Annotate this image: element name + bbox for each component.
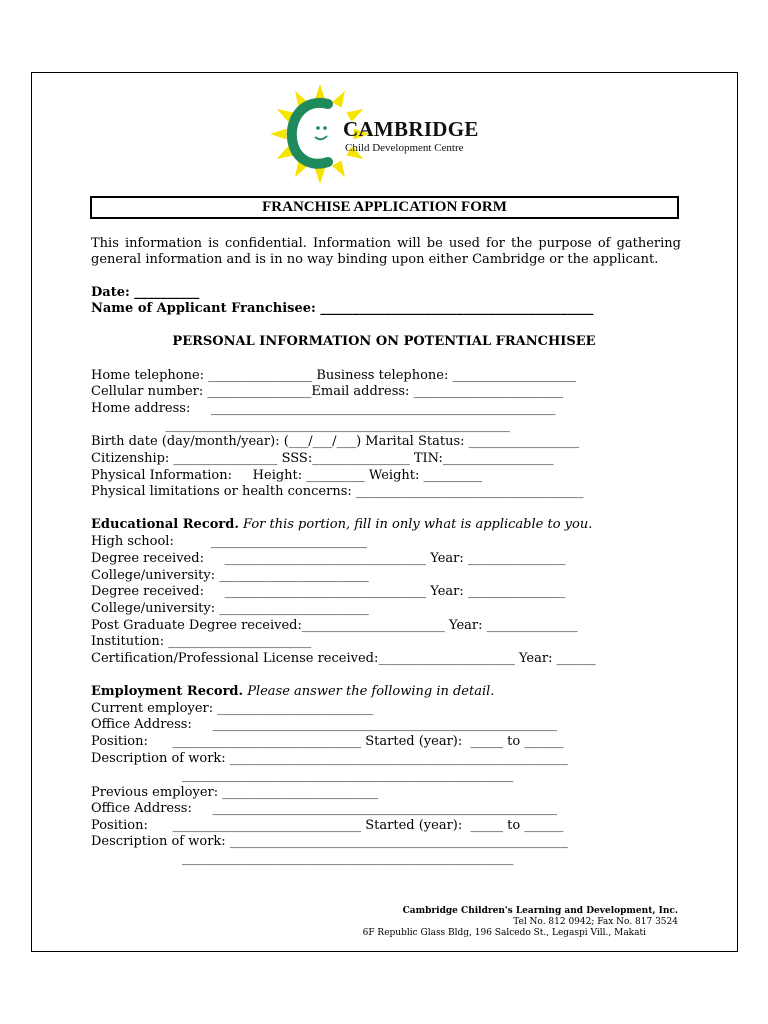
c-letter-icon (292, 103, 328, 164)
form-line[interactable]: High school: ________________________ (91, 534, 368, 549)
applicant-name-blank[interactable]: __________________________________________ (315, 301, 594, 316)
form-line[interactable]: Position: _____________________________ Started (year): _____ to ______ (91, 734, 564, 749)
section-personal-heading: PERSONAL INFORMATION ON POTENTIAL FRANCHISEE (172, 334, 596, 349)
footer-company: Cambridge Children's Learning and Development, Inc. (402, 906, 678, 916)
sun-ray-icon (332, 91, 345, 108)
form-line[interactable]: ___________________________________________________ (91, 851, 514, 866)
form-line[interactable]: Office Address: _____________________________________________________ (91, 717, 557, 732)
form-line[interactable]: Home telephone: ________________ Business telephone: ___________________ (91, 368, 576, 383)
form-line[interactable]: Birth date (day/month/year): (___/___/___) Marital Status: _________________ (91, 434, 580, 449)
applicant-name-field[interactable] (91, 301, 593, 317)
employment-note: Please answer the following in detail. (243, 684, 495, 699)
date-label: Date: (91, 285, 130, 300)
form-line[interactable]: College/university: _______________________ (91, 568, 369, 583)
form-line[interactable]: Institution: ______________________ (91, 634, 312, 649)
form-line[interactable]: Description of work: ____________________________________________________ (91, 751, 568, 766)
form-line[interactable]: Home address: _____________________________________________________ (91, 401, 556, 416)
form-line[interactable]: ___________________________________________________ (91, 768, 514, 783)
form-line[interactable]: Cellular number: ________________Email address: _______________________ (91, 384, 564, 399)
form-line[interactable]: Description of work: ____________________________________________________ (91, 834, 568, 849)
sun-ray-icon (315, 168, 326, 184)
date-field[interactable] (91, 285, 199, 301)
intro-text: This information is confidential. Information will be used for the purpose of gathering general information and is in no way binding upon either Cambridge or the applicant. (91, 236, 681, 267)
form-line[interactable]: Post Graduate Degree received:______________________ Year: ______________ (91, 618, 578, 633)
form-line[interactable]: Previous employer: ________________________ (91, 785, 379, 800)
eye-icon (316, 126, 320, 130)
form-line[interactable]: Office Address: _____________________________________________________ (91, 801, 557, 816)
form-line[interactable]: Physical limitations or health concerns: ___________________________________ (91, 484, 584, 499)
employment-heading-line (91, 684, 494, 700)
form-line[interactable]: Certification/Professional License received:_____________________ Year: ______ (91, 651, 596, 666)
smile-icon (315, 136, 327, 139)
form-title: FRANCHISE APPLICATION FORM (90, 196, 679, 219)
form-line[interactable]: Degree received: _______________________________ Year: _______________ (91, 584, 566, 599)
sun-ray-icon (270, 129, 286, 140)
eye-icon (323, 126, 327, 130)
education-note: For this portion, fill in only what is applicable to you. (238, 517, 593, 532)
form-line[interactable]: _____________________________________________________ (91, 418, 510, 433)
employment-heading: Employment Record. (91, 684, 244, 699)
footer-address: 6F Republic Glass Bldg, 196 Salcedo St., Legaspi Vill., Makati (362, 928, 646, 938)
date-blank[interactable]: __________ (129, 285, 200, 300)
education-heading-line (91, 517, 592, 533)
footer-contact: Tel No. 812 0942; Fax No. 817 3524 (513, 917, 678, 927)
form-line[interactable]: College/university: _______________________ (91, 601, 369, 616)
form-line[interactable]: Position: _____________________________ Started (year): _____ to ______ (91, 818, 564, 833)
logo-subtitle: Child Development Centre (345, 142, 464, 154)
applicant-name-label: Name of Applicant Franchisee: (91, 301, 316, 316)
form-line[interactable]: Degree received: _______________________________ Year: _______________ (91, 551, 566, 566)
form-line[interactable]: Physical Information: Height: _________ Weight: _________ (91, 468, 483, 483)
form-line[interactable]: Citizenship: ________________ SSS:_______________ TIN:_________________ (91, 451, 554, 466)
logo-name: CAMBRIDGE (343, 117, 479, 141)
form-line[interactable]: Current employer: ________________________ (91, 701, 374, 716)
education-heading: Educational Record. (91, 517, 239, 532)
sun-ray-icon (332, 160, 345, 177)
